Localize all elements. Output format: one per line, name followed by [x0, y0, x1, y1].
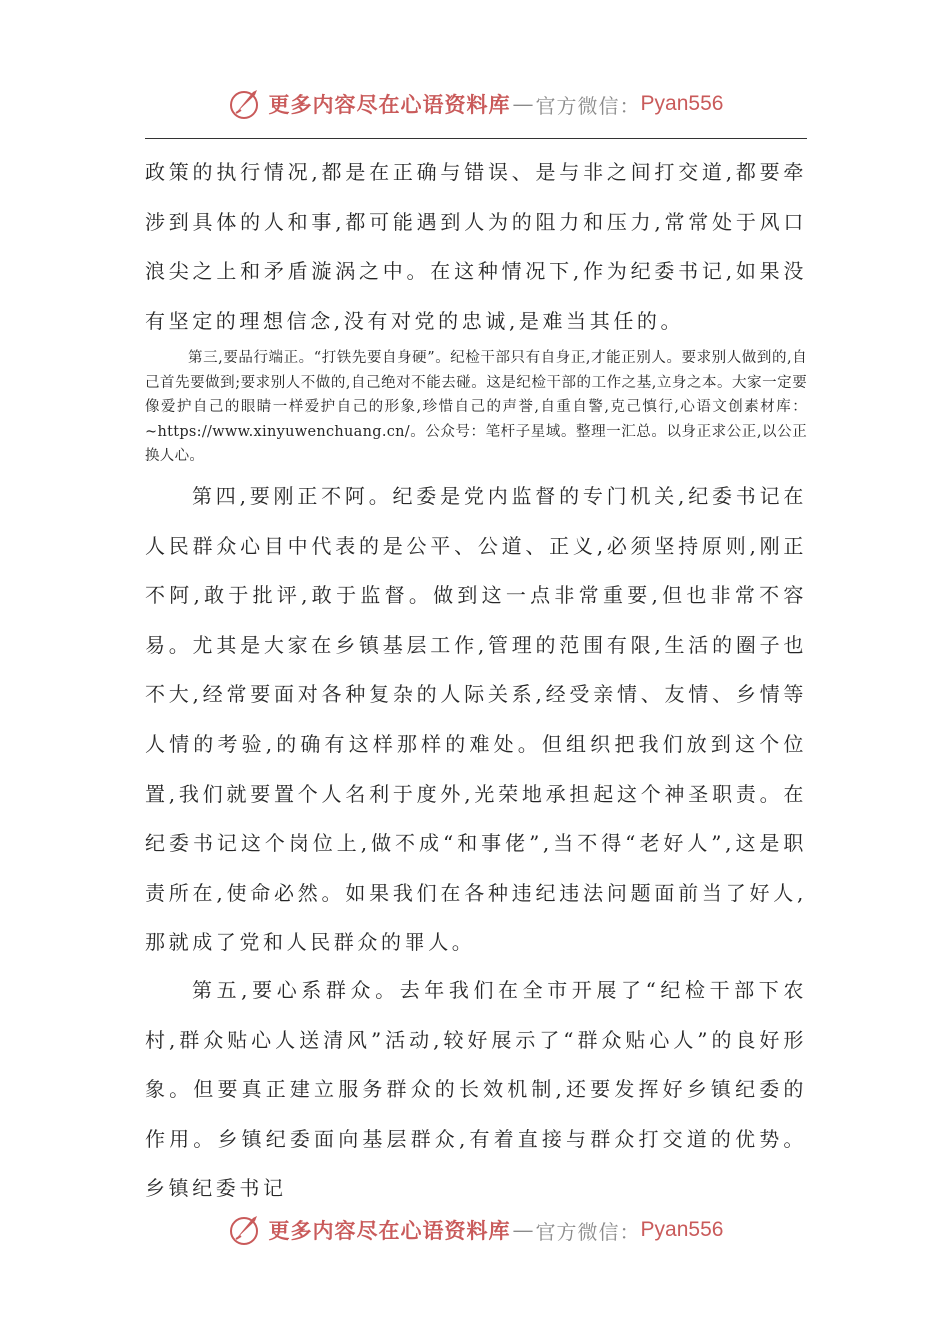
header-brand: 更多内容尽在心语资料库: [268, 92, 511, 117]
paragraph-1: 政策的执行情况,都是在正确与错误、是与非之间打交道,都要牵涉到具体的人和事,都可能遇到人为的阻力和压力,常常处于风口浪尖之上和矛盾漩涡之中。在这种情况下,作为纪委书记,如果没有坚定的理想信念,没有对党的忠诚,是难当其任的。: [145, 160, 807, 333]
footer-banner: [0, 1210, 950, 1250]
footer-wechat-handle: Pyan556: [640, 1218, 724, 1241]
header-divider: [145, 138, 807, 139]
paragraph-3: 第四,要刚正不阿。纪委是党内监督的专门机关,纪委书记在人民群众心目中代表的是公平、公道、正义,必须坚持原则,刚正不阿,敢于批评,敢于监督。做到这一点非常重要,但也非常不容易。尤其是大家在乡镇基层工作,管理的范围有限,生活的圈子也不大,经常要面对各种复杂的人际关系,经受亲情、友情、乡情等人情的考验,的确有这样那样的难处。但组织把我们放到这个位置,我们就要置个人名利于度外,光荣地承担起这个神圣职责。在纪委书记这个岗位上,做不成“和事佬”,当不得“老好人”,这是职责所在,使命必然。如果我们在各种违纪违法问题面前当了好人,那就成了党和人民群众的罪人。: [145, 484, 807, 955]
quill-logo-icon: [227, 1212, 263, 1248]
footer-wechat-label: 官方微信：: [535, 1219, 641, 1244]
paragraph-2-small: 第三,要品行端正。“打铁先要自身硬”。纪检干部只有自身正,才能正别人。要求别人做到的,自己首先要做到;要求别人不做的,自己绝对不能去碰。这是纪检干部的工作之基,立身之本。大家一定要像爱护自己的眼睛一样爱护自己的形象,珍惜自己的声誉,自重自警,克己慎行,心语文创素材库：~https://www.xinyuwenchuang.cn/。公众号：笔杆子星域。整理一汇总。以身正求公正,以公正换人心。: [145, 350, 807, 465]
header-wechat-label: 官方微信：: [535, 93, 641, 118]
header-dash: —: [512, 92, 534, 116]
header-wechat-handle: Pyan556: [640, 92, 724, 115]
footer-dash: —: [512, 1218, 534, 1242]
quill-logo-icon: [227, 86, 263, 122]
footer-brand: 更多内容尽在心语资料库: [268, 1218, 511, 1243]
header-banner: [0, 84, 950, 124]
paragraph-4: 第五,要心系群众。去年我们在全市开展了“纪检干部下农村,群众贴心人送清风”活动,较好展示了“群众贴心人”的良好形象。但要真正建立服务群众的长效机制,还要发挥好乡镇纪委的作用。乡镇纪委面向基层群众,有着直接与群众打交道的优势。乡镇纪委书记: [145, 978, 807, 1201]
